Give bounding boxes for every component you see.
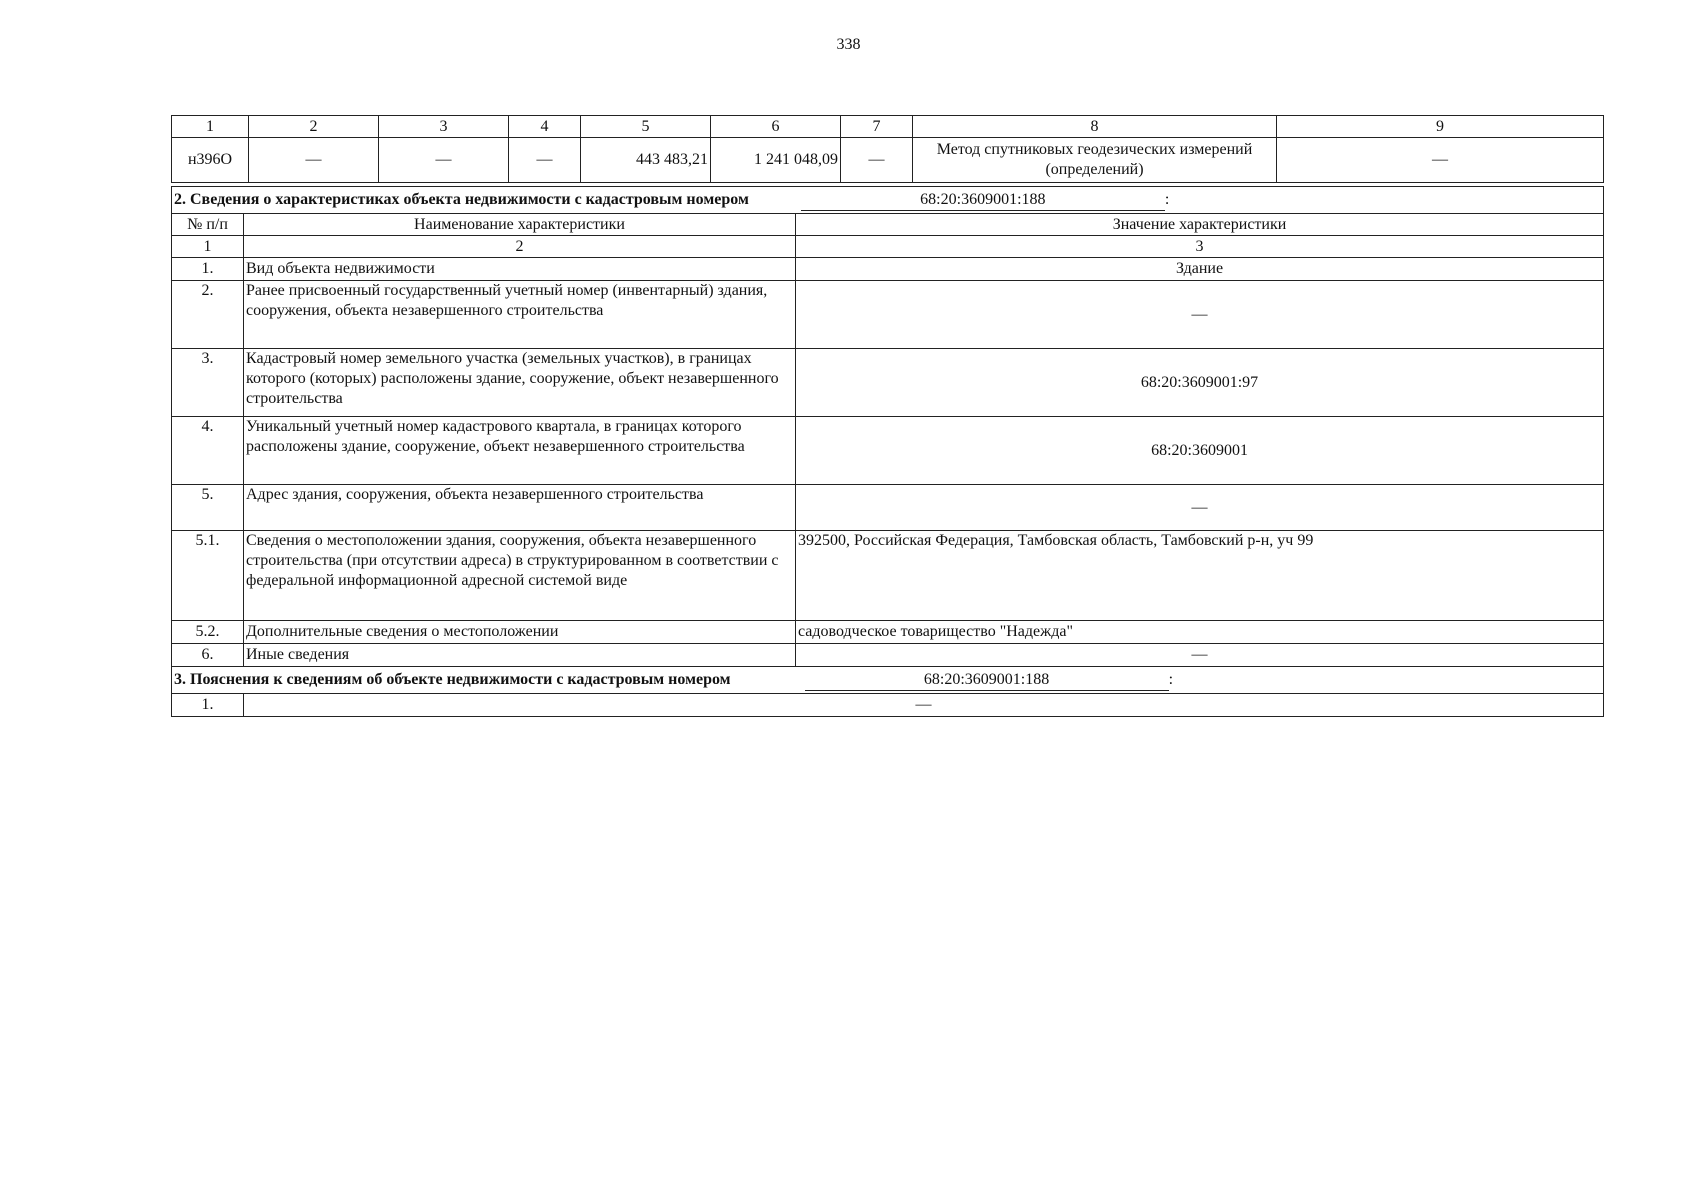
section3-title: 3. Пояснения к сведениям об объекте недвижимости с кадастровым номером — [174, 670, 731, 688]
row-number: 4. — [172, 417, 244, 485]
row-name: Иные сведения — [244, 644, 796, 667]
method-cell: Метод спутниковых геодезических измерений (определений) — [913, 138, 1277, 183]
col-header: 6 — [711, 116, 841, 138]
row-value: — — [796, 485, 1604, 531]
row-number: 3. — [172, 349, 244, 417]
row-value: — — [796, 281, 1604, 349]
row-value: 392500, Российская Федерация, Тамбовская область, Тамбовский р-н, уч 99 — [796, 531, 1604, 621]
page-number: 338 — [836, 36, 861, 53]
characteristics-table — [171, 186, 1604, 717]
row-number: 6. — [172, 644, 244, 667]
section3-heading-row — [172, 667, 1604, 694]
section3-cadastral-number: 68:20:3609001:188 — [805, 670, 1169, 691]
table-cell: — — [841, 138, 913, 183]
row-number: 5.1. — [172, 531, 244, 621]
coord-x: 443 483,21 — [581, 138, 711, 183]
section2-numbers-row — [172, 236, 1604, 258]
table-row — [172, 138, 1604, 183]
row-value: — — [796, 644, 1604, 667]
col-header: 4 — [509, 116, 581, 138]
col-header: 8 — [913, 116, 1277, 138]
col-header-value: Значение характеристики — [796, 214, 1604, 236]
section2-cadastral-number: 68:20:3609001:188 — [801, 190, 1165, 211]
row-number: 1. — [172, 258, 244, 281]
row-value: 68:20:3609001:97 — [796, 349, 1604, 417]
table-row — [172, 349, 1604, 417]
col-header: 7 — [841, 116, 913, 138]
col-header: 3 — [379, 116, 509, 138]
table-cell: — — [379, 138, 509, 183]
section2-title: 2. Сведения о характеристиках объекта недвижимости с кадастровым номером — [174, 190, 749, 208]
row-value: садоводческое товарищество "Надежда" — [796, 621, 1604, 644]
row-number: 2. — [172, 281, 244, 349]
table-cell: — — [249, 138, 379, 183]
col-header: 1 — [172, 116, 249, 138]
col-header: 5 — [581, 116, 711, 138]
table-row — [172, 485, 1604, 531]
coordinates-header-row — [172, 116, 1604, 138]
row-name: Сведения о местоположении здания, сооружения, объекта незавершенного строительства (при отсутствии адреса) в структурированном в соответствии с федеральной информационной адресной системой виде — [244, 531, 796, 621]
row-name: Кадастровый номер земельного участка (земельных участков), в границах которого (которых) расположены здание, сооружение, объект незавершенного строительства — [244, 349, 796, 417]
table-row — [172, 417, 1604, 485]
point-id: н396О — [172, 138, 249, 183]
col-number: 1 — [172, 236, 244, 258]
row-number: 5. — [172, 485, 244, 531]
col-header: 2 — [249, 116, 379, 138]
row-number: 1. — [172, 694, 244, 717]
row-name: Ранее присвоенный государственный учетный номер (инвентарный) здания, сооружения, объекта незавершенного строительства — [244, 281, 796, 349]
colon: : — [1164, 190, 1170, 208]
coordinates-table — [171, 115, 1604, 183]
table-row — [172, 694, 1604, 717]
row-name: Адрес здания, сооружения, объекта незавершенного строительства — [244, 485, 796, 531]
table-row — [172, 621, 1604, 644]
col-header-num: № п/п — [172, 214, 244, 236]
colon: : — [1168, 670, 1174, 688]
section2-header-row — [172, 214, 1604, 236]
row-value: 68:20:3609001 — [796, 417, 1604, 485]
row-name: Дополнительные сведения о местоположении — [244, 621, 796, 644]
section2-heading-row — [172, 187, 1604, 214]
section2-heading — [172, 187, 1604, 214]
table-row — [172, 258, 1604, 281]
row-value: Здание — [796, 258, 1604, 281]
col-header: 9 — [1277, 116, 1604, 138]
table-row — [172, 281, 1604, 349]
row-name: Уникальный учетный номер кадастрового квартала, в границах которого расположены здание, сооружение, объект незавершенного строительства — [244, 417, 796, 485]
col-number: 3 — [796, 236, 1604, 258]
row-name: Вид объекта недвижимости — [244, 258, 796, 281]
section3-heading — [172, 667, 1604, 694]
row-value: — — [244, 694, 1604, 717]
coord-y: 1 241 048,09 — [711, 138, 841, 183]
row-number: 5.2. — [172, 621, 244, 644]
col-number: 2 — [244, 236, 796, 258]
table-row — [172, 531, 1604, 621]
table-cell: — — [509, 138, 581, 183]
table-row — [172, 644, 1604, 667]
col-header-name: Наименование характеристики — [244, 214, 796, 236]
table-cell: — — [1277, 138, 1604, 183]
